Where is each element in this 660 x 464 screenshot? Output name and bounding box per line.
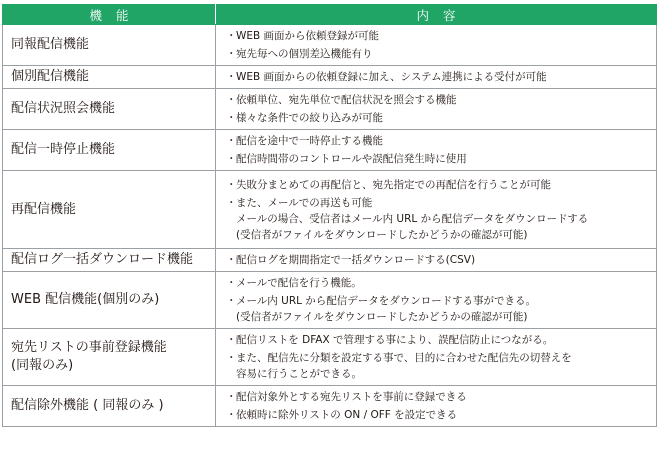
bullet-icon: ・ [226,254,237,266]
table-row [3,249,657,272]
function-cell [3,329,216,386]
table-row [3,386,657,427]
list-item [226,252,656,268]
function-label: 配信状況照会機能 [11,101,116,116]
bullet-icon: ・ [226,30,237,42]
list-item [226,195,656,243]
table-row [3,130,657,171]
list-item-text: 配信リストを DFAX で管理する事により、誤配信防止につながる。 [236,334,554,346]
description-cell [216,89,657,130]
function-spec-table [2,4,657,427]
list-item [226,110,656,126]
bullet-icon: ・ [226,409,237,421]
function-cell [3,272,216,329]
bullet-icon: ・ [226,153,237,165]
list-item-text: メール内 URL から配信データをダウンロードする事ができる。 [236,295,536,307]
function-cell [3,25,216,66]
list-item-text: また、メールでの再送も可能 [236,196,373,209]
function-cell [3,386,216,427]
function-label: WEB 配信機能(個別のみ) [11,292,160,307]
list-item [226,389,656,405]
table-row [3,171,657,249]
function-cell [3,171,216,249]
table-body [3,25,657,427]
bullet-icon: ・ [226,71,237,83]
description-cell [216,130,657,171]
description-cell [216,66,657,89]
list-item-text: 配信ログを期間指定で一括ダウンロードする(CSV) [236,254,476,266]
function-label: 配信ログ一括ダウンロード機能 [11,252,194,267]
description-list [226,275,656,325]
description-list [226,177,656,243]
list-item [226,332,656,348]
list-item [226,133,656,149]
function-cell [3,89,216,130]
description-list [226,252,656,268]
function-label: 個別配信機能 [11,69,90,84]
table-row [3,25,657,66]
bullet-icon: ・ [226,112,237,124]
list-item-text: WEB 画面からの依頼登録に加え、システム連携による受付が可能 [236,71,547,83]
function-label: 配信除外機能 ( 同報のみ ) [11,398,164,413]
list-item-text: メールで配信を行う機能。 [236,277,362,289]
list-item [226,350,656,382]
list-item-text: WEB 画面から依頼登録が可能 [236,30,380,42]
bullet-icon: ・ [226,196,237,209]
description-cell [216,329,657,386]
list-item-continuation: メールの場合、受信者はメール内 URL から配信データをダウンロードする [236,212,589,225]
list-item-text: 依頼単位、宛先単位で配信状況を照会する機能 [236,94,457,106]
description-cell [216,386,657,427]
bullet-icon: ・ [226,295,237,307]
description-list [226,28,656,62]
function-label: 宛先リストの事前登録機能 [11,340,167,355]
list-item [226,177,656,193]
table-row [3,272,657,329]
description-cell [216,25,657,66]
list-item-text: 依頼時に除外リストの ON / OFF を設定できる [236,409,458,421]
table-row [3,89,657,130]
bullet-icon: ・ [226,135,237,147]
bullet-icon: ・ [226,391,237,403]
description-list [226,389,656,423]
description-list [226,133,656,167]
list-item-text: 配信対象外とする宛先リストを事前に登録できる [236,391,467,403]
list-item-text: 様々な条件での絞り込みが可能 [236,112,383,124]
description-list [226,69,656,85]
header-function: 機能 [3,5,216,25]
function-label: 配信一時停止機能 [11,142,116,157]
description-cell [216,249,657,272]
description-list [226,92,656,126]
bullet-icon: ・ [226,178,237,191]
list-item [226,293,656,325]
description-cell [216,272,657,329]
table-header-row [3,5,657,25]
function-cell [3,130,216,171]
description-cell [216,171,657,249]
table-row [3,329,657,386]
list-item [226,407,656,423]
bullet-icon: ・ [226,48,237,60]
list-item-text: 宛先毎への個別差込機能有り [236,48,373,60]
list-item-text: 配信を途中で一時停止する機能 [236,135,383,147]
list-item [226,28,656,44]
function-label: 再配信機能 [11,201,77,217]
list-item-continuation: 容易に行うことができる。 [236,368,362,380]
list-item [226,275,656,291]
function-label: 同報配信機能 [11,37,90,52]
table-row [3,66,657,89]
list-item-continuation: (受信者がファイルをダウンロードしたかどうかの確認が可能) [236,228,528,241]
function-cell [3,66,216,89]
list-item-text: また、配信先に分類を設定する事で、目的に合わせた配信先の切替えを [236,352,572,364]
function-label: (同報のみ) [11,358,74,373]
list-item-continuation: (受信者がファイルをダウンロードしたかどうかの確認が可能) [236,311,528,323]
list-item [226,46,656,62]
list-item [226,151,656,167]
bullet-icon: ・ [226,352,237,364]
list-item-text: 失敗分まとめての再配信と、宛先指定での再配信を行うことが可能 [236,178,551,191]
list-item [226,92,656,108]
bullet-icon: ・ [226,277,237,289]
bullet-icon: ・ [226,94,237,106]
header-content: 内容 [216,5,657,25]
list-item-text: 配信時間帯のコントロールや誤配信発生時に使用 [236,153,467,165]
function-cell [3,249,216,272]
bullet-icon: ・ [226,334,237,346]
description-list [226,332,656,382]
list-item [226,69,656,85]
